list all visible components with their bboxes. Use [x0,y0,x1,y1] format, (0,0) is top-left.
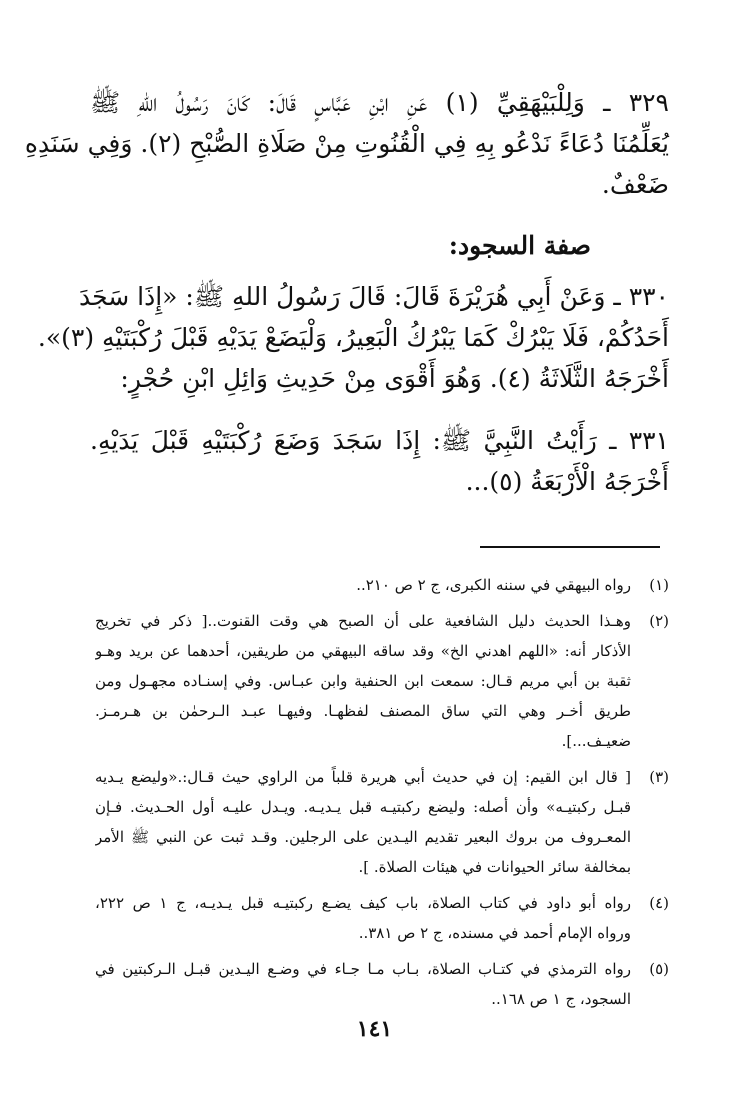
footnote-line: رواه الترمذي في كتـاب الصلاة، بـاب مـا جـاء في وضـع اليـدين قبـل الـركبتين في [95,960,631,978]
footnote-line: قبـل ركبتيـه» وأن أصله: وليضع ركبتيـه قبل يـديـه. ويـدل عليـه أول الحـديث. فـإن [95,798,631,816]
footnote-line: رواه أبو داود في كتاب الصلاة، باب كيف يضـع ركبتيـه قبل يـديـه، ج ١ ص ٢٢٢، [95,894,631,912]
footnotes [95,570,669,1020]
footnote-5 [95,954,669,1014]
hadith-331 [90,420,669,502]
footnote-line: [ قال ابن القيم: إن في حديث أبي هريرة قلباً من الراوي حيث قـال:.«وليضع يـديه [95,768,631,786]
footnote-line: المعـروف من بروك البعير تقديم اليـدين على الرجلين. وقـد ثبت عن النبي ﷺ الأمر [95,828,631,846]
footnote-separator [480,546,660,548]
hadith-330-line-3: أَخْرَجَهُ الثَّلَاثَةُ (٤). وَهُوَ أَقْوَى مِنْ حَدِيثِ وَائِلِ ابْنِ حُجْرٍ: [120,364,669,393]
footnote-number: (٣) [649,768,669,786]
footnote-line: السجود، ج ١ ص ١٦٨.. [491,990,631,1008]
footnote-line: الأذكار أنه: «اللهم اهدني الخ» وقد ساقه البيهقي من طريقين، أحدهما عن بريد وهـو [95,642,631,660]
footnote-line: وهـذا الحديث دليل الشافعية على أن الصبح هي وقت القنوت..[ ذكر في تخريج [95,612,631,630]
page-number: ١٤١ [356,1016,393,1042]
footnote-number: (٤) [649,894,669,912]
footnote-number: (٢) [649,612,669,630]
hadith-329-line-2: يُعَلِّمُنَا دُعَاءً نَدْعُو بِهِ فِي الْقُنُوتِ مِنْ صَلَاةِ الصُّبْحِ (٢). وَفِي سَنَدِهِ [24,129,669,158]
footnote-line: ثقبة بن أبي مريم قـال: سمعت ابن الحنفية وابن عبـاس. وفي إسنـاده مجهـول ومن [95,672,631,690]
footnote-number: (١) [649,576,669,594]
hadith-330-line-1: ٣٣٠ ـ وَعَنْ أَبِي هُرَيْرَةَ قَالَ: قَالَ رَسُولُ اللهِ ﷺ: «إِذَا سَجَدَ [78,282,669,311]
hadith-330 [37,276,669,399]
footnote-3 [95,762,669,882]
footnote-1 [95,570,669,600]
footnote-line: ضعيـف...]. [561,732,631,750]
footnote-number: (٥) [649,960,669,978]
footnote-line: بمخالفة سائر الحيوانات في هيئات الصلاة. ]. [358,858,631,876]
hadith-329 [24,82,669,205]
footnote-line: رواه البيهقي في سننه الكبرى، ج ٢ ص ٢١٠.. [356,576,631,594]
hadith-329-line-1: ٣٢٩ ـ وَلِلْبَيْهَقِيِّ (١) عَنِ ابْنِ عَبَّاسٍ قَالَ: كَانَ رَسُولُ اللهِ ﷺ [90,88,669,117]
hadith-330-line-2: أَحَدُكُمْ، فَلَا يَبْرُكْ كَمَا يَبْرُكُ الْبَعِيرُ، وَلْيَضَعْ يَدَيْهِ قَبْلَ رُكْبَتَيْهِ (٣)». [37,323,669,352]
footnote-4 [95,888,669,948]
footnote-line: طريق أخـر وهي التي ساق المصنف لفظهـا. وفيهـا عبـد الـرحمٰن بن هـرمـز. [95,702,631,720]
footnote-line: ورواه الإمام أحمد في مسنده، ج ٢ ص ٣٨١.. [358,924,631,942]
hadith-331-line-2: أَخْرَجَهُ الْأَرْبَعَةُ (٥)... [465,467,669,496]
section-heading: صفة السجود: [448,231,591,260]
hadith-329-line-3: ضَعْفٌ. [601,170,669,199]
hadith-331-line-1: ٣٣١ ـ رَأَيْتُ النَّبِيَّ ﷺ: إِذَا سَجَدَ وَضَعَ رُكْبَتَيْهِ قَبْلَ يَدَيْهِ. [90,426,669,455]
footnote-2 [95,606,669,756]
